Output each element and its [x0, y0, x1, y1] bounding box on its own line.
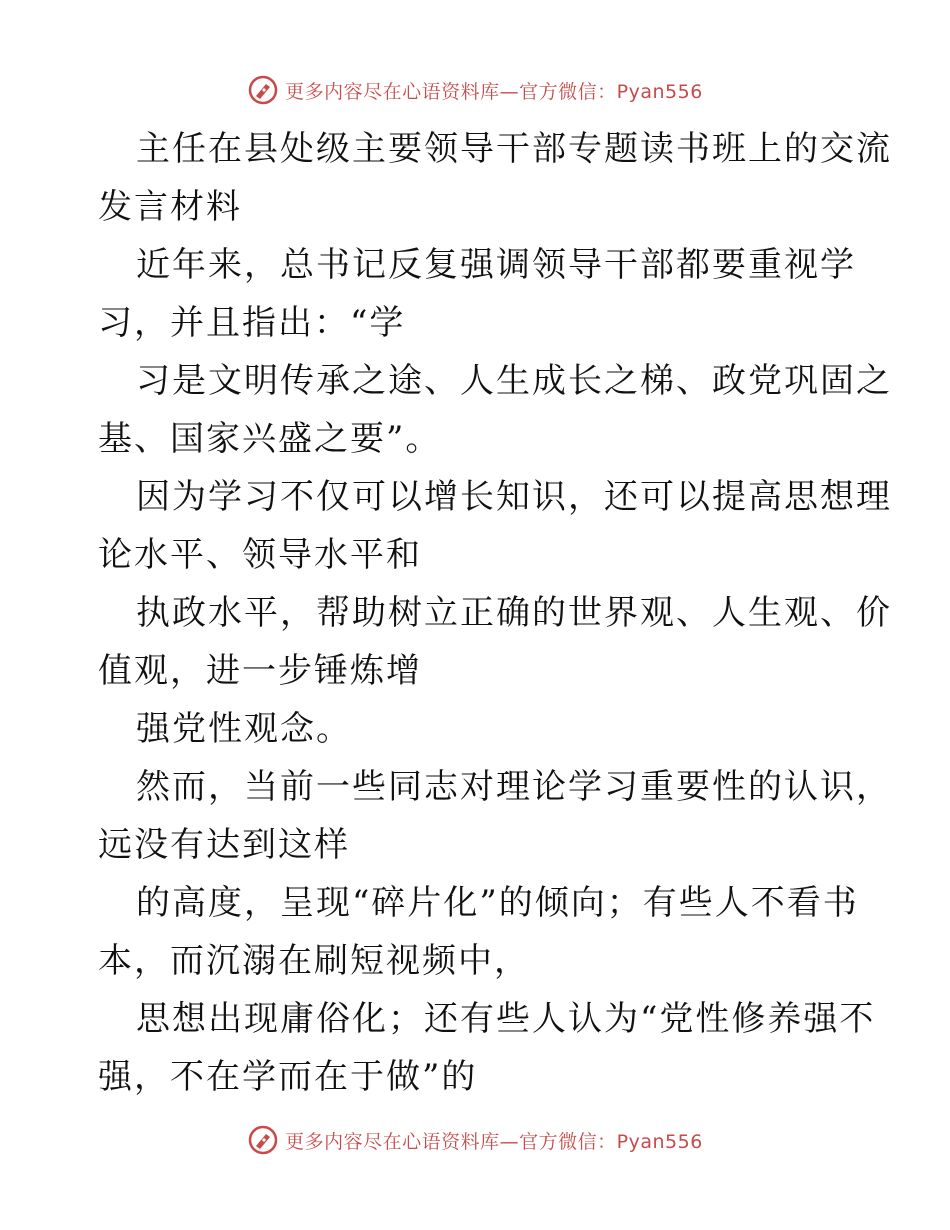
- text-line: 思想出现庸俗化；还有些人认为“党性修养强不: [136, 999, 876, 1039]
- document-body: [98, 120, 892, 1106]
- text-line: 习，并且指出：“学: [98, 303, 406, 343]
- text-line: 发言材料: [98, 187, 242, 227]
- watermark-text: [285, 1127, 703, 1154]
- text-line: 值观，进一步锤炼增: [98, 651, 422, 691]
- watermark-separator: —: [499, 80, 520, 103]
- text-line: 基、国家兴盛之要”。: [98, 419, 442, 459]
- text-line: 论水平、领导水平和: [98, 535, 422, 575]
- text-line: 远没有达到这样: [98, 825, 350, 865]
- footer-watermark: [0, 1122, 950, 1158]
- pen-nib-logo-icon: [247, 74, 279, 106]
- watermark-brand: 更多内容尽在心语资料库: [285, 80, 500, 103]
- text-line: 近年来，总书记反复强调领导干部都要重视学: [136, 245, 856, 285]
- header-watermark: [0, 72, 950, 108]
- text-line: 主任在县处级主要领导干部专题读书班上的交流: [136, 129, 892, 169]
- text-line: 强党性观念。: [136, 709, 352, 749]
- text-line: 然而，当前一些同志对理论学习重要性的认识，: [136, 767, 892, 807]
- text-line: 因为学习不仅可以增长知识，还可以提高思想理: [136, 477, 892, 517]
- watermark-text: [285, 77, 703, 104]
- watermark-contact: 官方微信：Pyan556: [519, 1130, 703, 1153]
- text-line: 执政水平，帮助树立正确的世界观、人生观、价: [136, 593, 892, 633]
- pen-nib-logo-icon: [247, 1124, 279, 1156]
- text-line: 本，而沉溺在刷短视频中，: [98, 941, 530, 981]
- text-line: 的高度，呈现“碎片化”的倾向；有些人不看书: [136, 883, 859, 923]
- text-line: 强，不在学而在于做”的: [98, 1057, 478, 1097]
- text-line: 习是文明传承之途、人生成长之梯、政党巩固之: [136, 361, 892, 401]
- watermark-contact: 官方微信：Pyan556: [519, 80, 703, 103]
- watermark-brand: 更多内容尽在心语资料库: [285, 1130, 500, 1153]
- watermark-separator: —: [499, 1130, 520, 1153]
